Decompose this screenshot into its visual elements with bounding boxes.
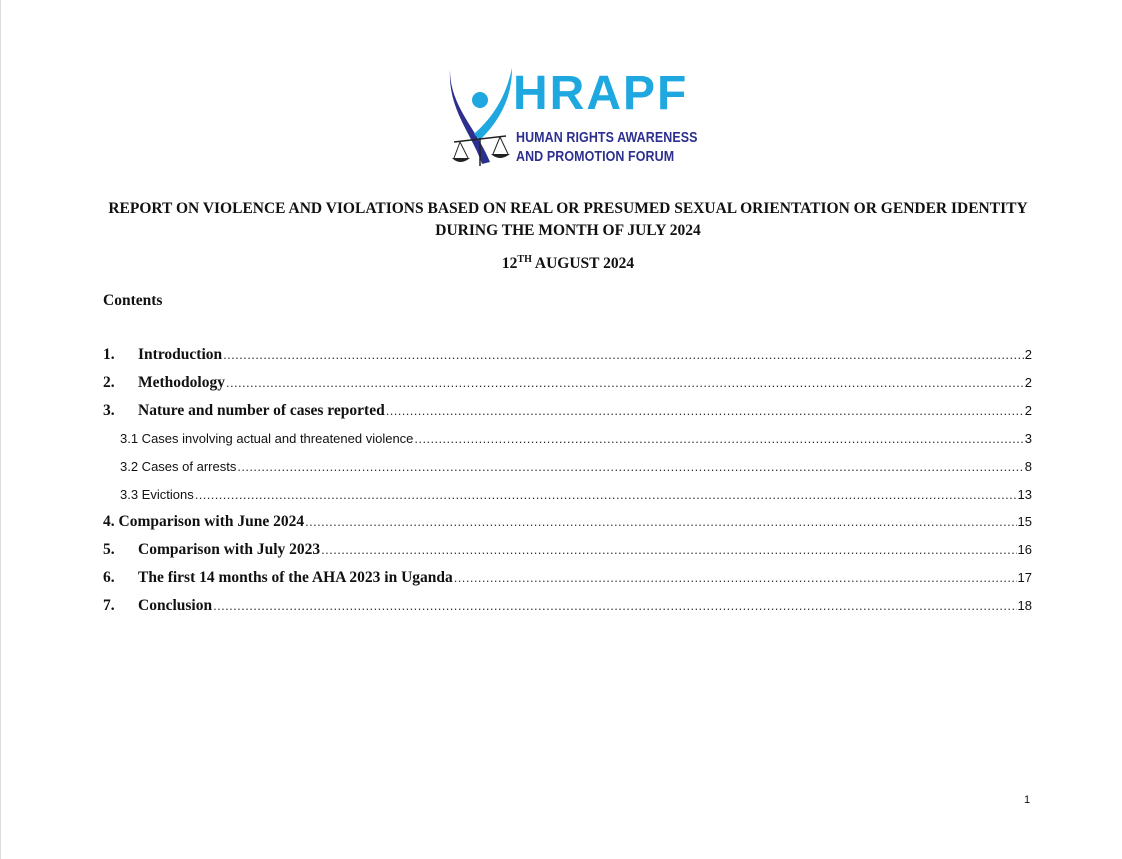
toc-leader (454, 570, 1017, 585)
report-date (100, 254, 1036, 273)
toc-label: Methodology (138, 374, 225, 391)
toc-number: 1. (103, 346, 115, 363)
toc-page: 2 (1024, 347, 1032, 362)
page-edge (0, 0, 1, 859)
date-rest: AUGUST 2024 (531, 255, 635, 273)
hrapf-logo (446, 66, 706, 174)
toc-page: 16 (1017, 542, 1032, 557)
toc-page: 3 (1024, 431, 1032, 446)
toc-leader (213, 598, 1016, 613)
toc-page: 13 (1017, 487, 1032, 502)
page-number: 1 (1024, 794, 1031, 806)
toc-entry-conclusion[interactable] (103, 597, 1032, 617)
toc-number: 7. (103, 597, 115, 614)
toc-entry-comparison-june[interactable] (103, 513, 1032, 533)
toc-entry-introduction[interactable] (103, 346, 1032, 366)
toc-leader (195, 487, 1017, 502)
toc-page: 2 (1024, 403, 1032, 418)
toc-entry-evictions[interactable] (120, 487, 1032, 507)
toc-entry-arrests[interactable] (120, 459, 1032, 479)
logo-emblem-icon (446, 66, 521, 174)
toc-number: 2. (103, 374, 115, 391)
logo-tagline-line1: HUMAN RIGHTS AWARENESS (516, 130, 698, 146)
toc-label: The first 14 months of the AHA 2023 in Uganda (138, 569, 453, 586)
toc-page: 15 (1017, 514, 1032, 529)
toc-entry-violence-cases[interactable] (120, 431, 1032, 451)
toc-leader (414, 431, 1023, 446)
toc-leader (321, 542, 1016, 557)
toc-page: 8 (1024, 459, 1032, 474)
toc-leader (237, 459, 1023, 474)
logo-tagline-line2: AND PROMOTION FORUM (516, 149, 675, 165)
toc-leader (226, 375, 1024, 390)
toc-label: Conclusion (138, 597, 213, 614)
toc-entry-first-14-months[interactable] (103, 569, 1032, 589)
toc-leader (305, 514, 1016, 529)
toc-label: 3.2 Cases of arrests (120, 459, 237, 474)
toc-entry-nature-of-cases[interactable] (103, 402, 1032, 422)
toc-page: 18 (1017, 598, 1032, 613)
toc-label: 3.1 Cases involving actual and threatened violence (120, 431, 414, 446)
logo-wordmark: HRAPF (513, 67, 689, 120)
toc-label: 3.3 Evictions (120, 487, 194, 502)
toc-entry-comparison-july[interactable] (103, 541, 1032, 561)
contents-heading: Contents (103, 292, 163, 309)
toc-page: 2 (1024, 375, 1032, 390)
toc-label: Nature and number of cases reported (138, 402, 385, 419)
toc-page: 17 (1017, 570, 1032, 585)
toc-number: 5. (103, 541, 115, 558)
toc-number: 3. (103, 402, 115, 419)
date-day: 12 (501, 255, 518, 273)
toc-label: 4. Comparison with June 2024 (103, 513, 305, 530)
toc-label: Comparison with July 2023 (138, 541, 321, 558)
toc-label: Introduction (138, 346, 223, 363)
toc-entry-methodology[interactable] (103, 374, 1032, 394)
toc-number: 6. (103, 569, 115, 586)
toc-leader (386, 403, 1024, 418)
date-suffix: TH (517, 254, 532, 265)
report-title: REPORT ON VIOLENCE AND VIOLATIONS BASED ON REAL OR PRESUMED SEXUAL ORIENTATION OR GENDER IDENTITY DURING THE MONTH OF JULY 2024 (108, 200, 1028, 239)
toc-leader (223, 347, 1024, 362)
